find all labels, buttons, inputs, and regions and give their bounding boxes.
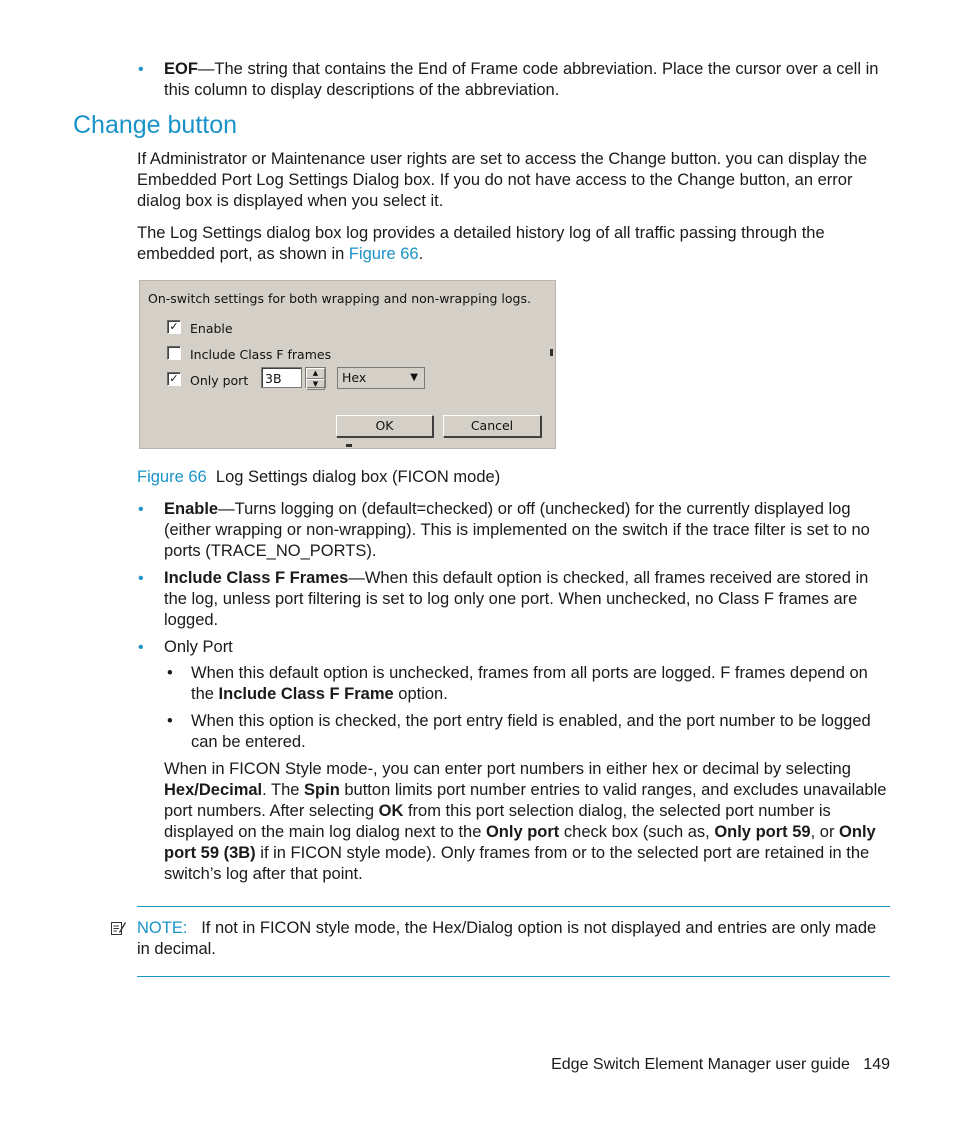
sub2-text: When this option is checked, the port entry field is enabled, and the port number to be logged can be entered. xyxy=(191,712,871,751)
spin-up-icon[interactable]: ▲ xyxy=(306,368,325,379)
bullet-dot: • xyxy=(138,501,144,518)
spin-down-icon[interactable]: ▼ xyxy=(306,379,325,390)
ficon-text: if in FICON style mode). Only frames from or to the selected port are retained in the switch’s log after that point. xyxy=(164,844,870,883)
enable-description: —Turns logging on (default=checked) or off (unchecked) for the currently displayed log (either wrapping or non-wrapping). This is implemented on the switch if the trace filter is set to no ports (TRACE_NO_PORTS). xyxy=(164,500,870,560)
ficon-text: check box (such as, xyxy=(559,823,715,841)
note-top-rule xyxy=(137,906,890,907)
ficon-bold: Only port 59 xyxy=(714,823,811,841)
resize-mark xyxy=(550,349,553,356)
paragraph-log-settings xyxy=(137,223,892,265)
chevron-down-icon: ▼ xyxy=(410,372,418,383)
note-text: If not in FICON style mode, the Hex/Dialog option is not displayed and entries are only made in decimal. xyxy=(137,919,877,958)
ficon-text: button limits port number entries to valid ranges, and excludes unavailable port numbers. After selecting xyxy=(164,781,887,820)
include-class-f-label: Include Class F frames xyxy=(190,347,332,362)
bullet-dot: • xyxy=(138,61,144,78)
include-class-f-checkbox[interactable] xyxy=(167,346,181,360)
only-port-checkbox[interactable]: ✓ xyxy=(167,372,181,386)
caption-figure-number: Figure 66 xyxy=(137,468,207,486)
bullet-enable xyxy=(138,499,889,562)
cancel-button[interactable]: Cancel xyxy=(443,415,541,437)
sub1-bold: Include Class F Frame xyxy=(218,685,394,703)
only-port-label: Only port xyxy=(190,373,249,388)
ok-button[interactable]: OK xyxy=(336,415,433,437)
paragraph-text: The Log Settings dialog box log provides a detailed history log of all traffic passing through the embedded port, as shown in xyxy=(137,224,825,263)
sub-bullet-dot: • xyxy=(167,664,173,682)
bullet-eof xyxy=(138,59,889,101)
paragraph-end: . xyxy=(418,245,424,263)
enable-label: Enable xyxy=(190,321,233,336)
bullet-dot: • xyxy=(138,639,144,656)
term-enable: Enable xyxy=(164,500,219,518)
ficon-bold: Only port xyxy=(485,823,560,841)
ficon-text: When in FICON Style mode-, you can enter port numbers in either hex or decimal by selecting xyxy=(164,760,851,778)
ficon-text: from this port selection dialog, the selected port number is displayed on the main log dialog next to the xyxy=(164,802,831,841)
ficon-bold: Only port 59 (3B) xyxy=(164,823,876,862)
ficon-bold: Spin xyxy=(304,781,340,799)
resize-mark-bottom xyxy=(346,444,352,447)
hex-decimal-value: Hex xyxy=(342,370,367,385)
note-label: NOTE: xyxy=(137,919,188,937)
sub-bullet-dot: • xyxy=(167,712,173,730)
eof-description: —The string that contains the End of Frame code abbreviation. Place the cursor over a cell in this column to display descriptions of the abbreviation. xyxy=(164,60,879,99)
paragraph-change-button: If Administrator or Maintenance user rights are set to access the Change button. you can display the Embedded Port Log Settings Dialog box. If you do not have access to the Change button, an error dialog box is displayed when you select it. xyxy=(137,150,868,210)
page-footer xyxy=(551,1054,890,1075)
note-block xyxy=(137,918,889,960)
hex-decimal-select[interactable] xyxy=(337,367,425,389)
only-port-heading: Only Port xyxy=(164,638,233,656)
note-icon xyxy=(110,920,126,936)
sub1-end: option. xyxy=(393,685,448,703)
section-title: Change button xyxy=(73,111,238,139)
caption-text: Log Settings dialog box (FICON mode) xyxy=(215,468,501,486)
sub-bullet-unchecked xyxy=(167,663,891,705)
paragraph-ficon xyxy=(164,759,889,885)
page-number: 149 xyxy=(863,1056,890,1073)
dialog-heading: On-switch settings for both wrapping and non-wrapping logs. xyxy=(148,291,531,306)
sub-bullet-checked xyxy=(167,711,891,753)
figure-link[interactable]: Figure 66 xyxy=(348,245,419,263)
include-description: —When this default option is checked, all frames received are stored in the log, unless port filtering is set to log only one port. When unchecked, no Class F frames are logged. xyxy=(164,569,869,629)
footer-title: Edge Switch Element Manager user guide xyxy=(551,1056,850,1073)
term-include-class-f: Include Class F Frames xyxy=(164,569,349,587)
bullet-only-port xyxy=(138,637,889,658)
sub1-text: When this default option is unchecked, frames from all ports are logged. F frames depend on the xyxy=(191,664,868,703)
enable-checkbox[interactable]: ✓ xyxy=(167,320,181,334)
ficon-text: , or xyxy=(810,823,840,841)
ficon-bold: Hex/Decimal xyxy=(164,781,263,799)
log-settings-dialog xyxy=(139,280,556,449)
note-bottom-rule xyxy=(137,976,890,977)
figure-caption xyxy=(137,467,500,488)
term-eof: EOF xyxy=(164,60,198,78)
port-input[interactable]: 3B xyxy=(261,367,302,388)
ficon-text: . The xyxy=(262,781,305,799)
ficon-bold: OK xyxy=(378,802,404,820)
bullet-dot: • xyxy=(138,570,144,587)
bullet-include-class-f xyxy=(138,568,889,631)
port-spin-button[interactable] xyxy=(305,367,326,388)
